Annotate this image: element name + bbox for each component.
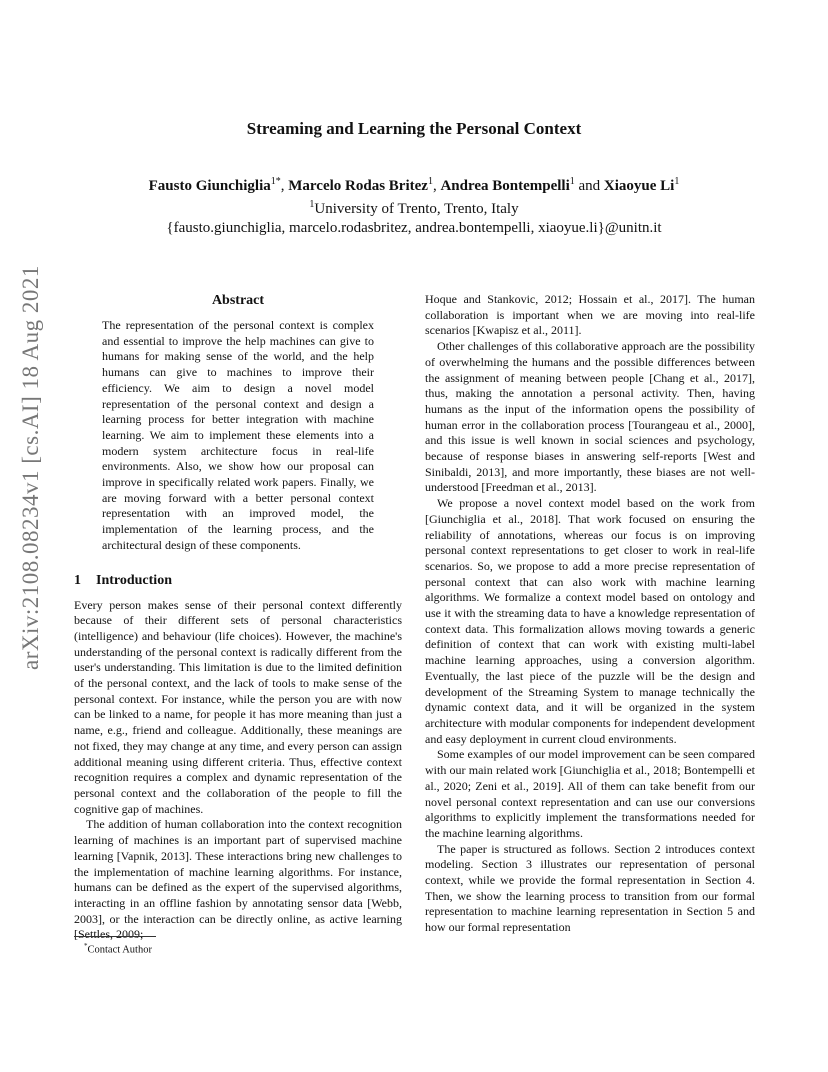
paragraph: The addition of human collaboration into the context recognition learning of machines is an important part of supervised machine learning [Vapnik, 2013]. These interactions bring new challenges to the implementation of machine learning algorithms. For instance, humans can be defined as the expert of the supervised algorithms, interacting in an offline fashion by annotating sensor data [Webb, 2003], or the interaction can be directly online, as active learning [Settles, 2009;: [74, 817, 402, 942]
affiliation-text: University of Trento, Trento, Italy: [314, 201, 519, 217]
section-number: 1: [74, 572, 81, 588]
section-heading-introduction: [74, 572, 402, 590]
abstract-text: The representation of the personal context is complex and essential to improve the help machines can give to humans for making sense of the world, and the help humans can give to machines to improve their efficiency. We aim to design a novel model representation of the personal context and design a learning process for better integration with machine learning. We aim to implement these elements into a modern system architecture focus in real-life environments. Also, we show how our proposal can improve in specifically related work papers. Finally, we are moving forward with a better personal context representation with an improved model, the implementation of the learning process, and the architectural design of these components.: [102, 318, 374, 552]
abstract-heading: Abstract: [211, 293, 265, 308]
affiliation-mark: 1: [309, 199, 315, 210]
footnote-text: Contact Author: [87, 944, 152, 956]
paragraph-continuation: Hoque and Stankovic, 2012; Hossain et al., 2017]. The human collaboration is important when we are moving into real-life scenarios [Kwapisz et al., 2011].: [425, 292, 755, 338]
author-emails: {fausto.giunchiglia, marcelo.rodasbritez, andrea.bontempelli, xiaoyue.li}@unitn.it: [166, 220, 662, 236]
author-and: and: [578, 178, 601, 194]
author-affiliation-mark: 1: [427, 176, 433, 187]
paragraph: Some examples of our model improvement can be seen compared with our main related work [Giunchiglia et al., 2018; Bontempelli et al., 2020; Zeni et al., 2019]. All of them can take benefit from our novel personal context representation and can use our conversions algorithms to explicitly implement the transformations needed for the machine learning algorithms.: [425, 747, 755, 840]
author-name: Xiaoyue Li: [603, 178, 675, 194]
author-name: Marcelo Rodas Britez: [288, 178, 428, 194]
arxiv-stamp: arXiv:2108.08234v1 [cs.AI] 18 Aug 2021: [18, 265, 43, 670]
author-list: [0, 172, 828, 196]
author-separator: ,: [280, 178, 285, 194]
author-affiliation-mark: 1: [569, 176, 575, 187]
author-separator: ,: [432, 178, 437, 194]
section-title: Introduction: [96, 572, 172, 588]
author-name: Andrea Bontempelli: [440, 178, 570, 194]
right-column: [425, 292, 755, 936]
paragraph: Every person makes sense of their personal context differently because of their different sets of personal characteristics (intelligence) and behaviour (life choices). However, the machine's understanding of the personal context is radically different from the user's understanding. This limitation is due to the limited definition of the personal context, and the lack of tools to make sense of the personal context. For instance, while the person you are with now can be linked to a name, for people it has more meaning than just a name, e.g., friend and colleague. Additionally, these meanings are not fixed, they may change at any time, and every person can assign additional meaning using different criteria. Thus, effective context recognition requires a complex and dynamic representation of the personal context and the collaboration of the people to fill the cognitive gap of machines.: [74, 597, 402, 816]
author-name: Fausto Giunchiglia: [148, 178, 271, 194]
paragraph: Other challenges of this collaborative approach are the possibility of overwhelming the humans and the possible differences between the assignment of meaning between people [Chang et al., 2017], thus, making the annotation a personal activity. Then, having humans as the input of the information opens the possibility of human error in the collaboration process [Tourangeau et al., 2000], and this issue is well known in social sciences and psychology, because of response biases in answering self-reports [West and Sinibaldi, 2013], and more importantly, these biases are not well-understood [Freedman et al., 2013].: [425, 339, 755, 495]
footnote-mark: *: [84, 942, 88, 950]
affiliation: [0, 195, 828, 219]
author-affiliation-mark: 1: [674, 176, 680, 187]
paragraph: We propose a novel context model based on the work from [Giunchiglia et al., 2018]. That work focused on ensuring the reliability of annotations, whereas our focus is on improving personal context representations to get closer to work in real-life scenarios. So, we propose to add a more precise representation of personal context that can also work with machine learning algorithms. We formalize a context model based on ontology and use it with the streaming data to have a knowledge representation of context data. This formalization allows moving towards a generic definition of context that can work with existing multi-label machine learning approaches, using a conversion algorithm. Eventually, the last piece of the puzzle will be the design and development of the Streaming System to manage technically the dynamic context data, and it will be organized in the system architecture with modular components for independent development and easy deployment in current cloud environments.: [425, 496, 755, 746]
footnote: [84, 940, 152, 957]
footnote-divider: [74, 936, 156, 937]
author-affiliation-mark: 1*: [270, 176, 281, 187]
left-column: [74, 292, 402, 943]
paragraph: The paper is structured as follows. Section 2 introduces context modeling. Section 3 illustrates our representation of personal context, while we provide the formal representation in Section 4. Then, we show the learning process to transition from our formal representation to machine learning representation in Section 5 and how our formal representation: [425, 841, 755, 935]
paper-title: Streaming and Learning the Personal Context: [246, 119, 582, 138]
